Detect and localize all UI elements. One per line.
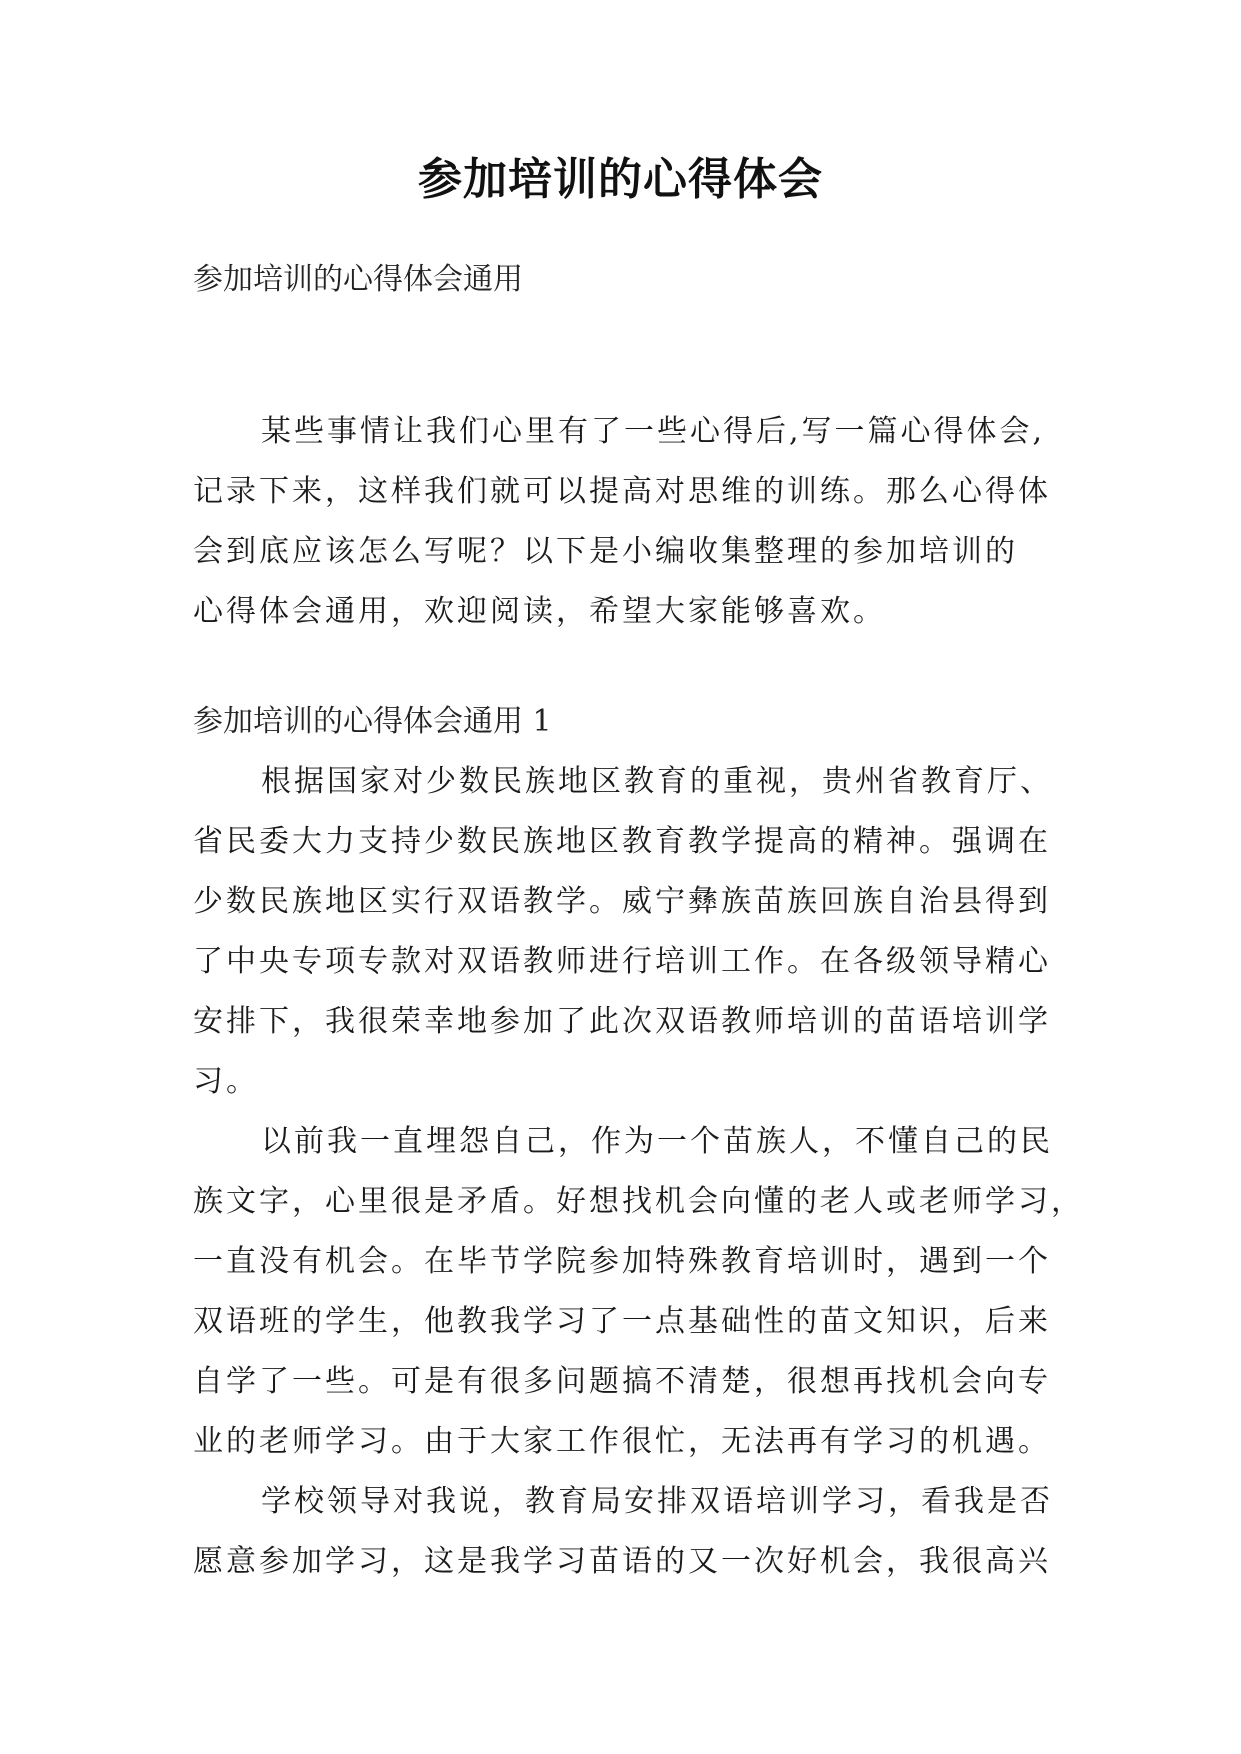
paragraph-line: 习。: [193, 1064, 259, 1099]
intro-line: 会到底应该怎么写呢？以下是小编收集整理的参加培训的: [193, 534, 1018, 569]
paragraph-line: 少数民族地区实行双语教学。威宁彝族苗族回族自治县得到: [193, 884, 1051, 919]
paragraph-line: 愿意参加学习，这是我学习苗语的又一次好机会，我很高兴: [193, 1544, 1051, 1579]
paragraph-line: 双语班的学生，他教我学习了一点基础性的苗文知识，后来: [193, 1304, 1051, 1339]
paragraph-line: 以前我一直埋怨自己，作为一个苗族人，不懂自己的民: [261, 1124, 1053, 1159]
intro-line: 记录下来，这样我们就可以提高对思维的训练。那么心得体: [193, 474, 1051, 509]
paragraph-line: 学校领导对我说，教育局安排双语培训学习，看我是否: [261, 1484, 1053, 1519]
paragraph-line: 省民委大力支持少数民族地区教育教学提高的精神。强调在: [193, 824, 1051, 859]
intro-paragraph: [193, 402, 1063, 642]
paragraph-line: 了中央专项专款对双语教师进行培训工作。在各级领导精心: [193, 944, 1051, 979]
document-subtitle: 参加培训的心得体会通用: [193, 262, 523, 297]
paragraph-3: [193, 1472, 1063, 1592]
paragraph-line: 一直没有机会。在毕节学院参加特殊教育培训时，遇到一个: [193, 1244, 1051, 1279]
intro-line: 心得体会通用，欢迎阅读，希望大家能够喜欢。: [193, 594, 886, 629]
paragraph-2: [193, 1112, 1084, 1472]
paragraph-line: 族文字，心里很是矛盾。好想找机会向懂的老人或老师学习，: [193, 1184, 1084, 1219]
paragraph-line: 安排下，我很荣幸地参加了此次双语教师培训的苗语培训学: [193, 1004, 1051, 1039]
paragraph-1: [193, 752, 1063, 1112]
document-title: 参加培训的心得体会: [418, 154, 823, 205]
paragraph-line: 根据国家对少数民族地区教育的重视，贵州省教育厅、: [261, 764, 1053, 799]
section-heading: 参加培训的心得体会通用 1: [193, 704, 552, 739]
paragraph-line: 自学了一些。可是有很多问题搞不清楚，很想再找机会向专: [193, 1364, 1051, 1399]
paragraph-line: 业的老师学习。由于大家工作很忙，无法再有学习的机遇。: [193, 1424, 1051, 1459]
intro-line: 某些事情让我们心里有了一些心得后,写一篇心得体会,: [261, 414, 1046, 449]
